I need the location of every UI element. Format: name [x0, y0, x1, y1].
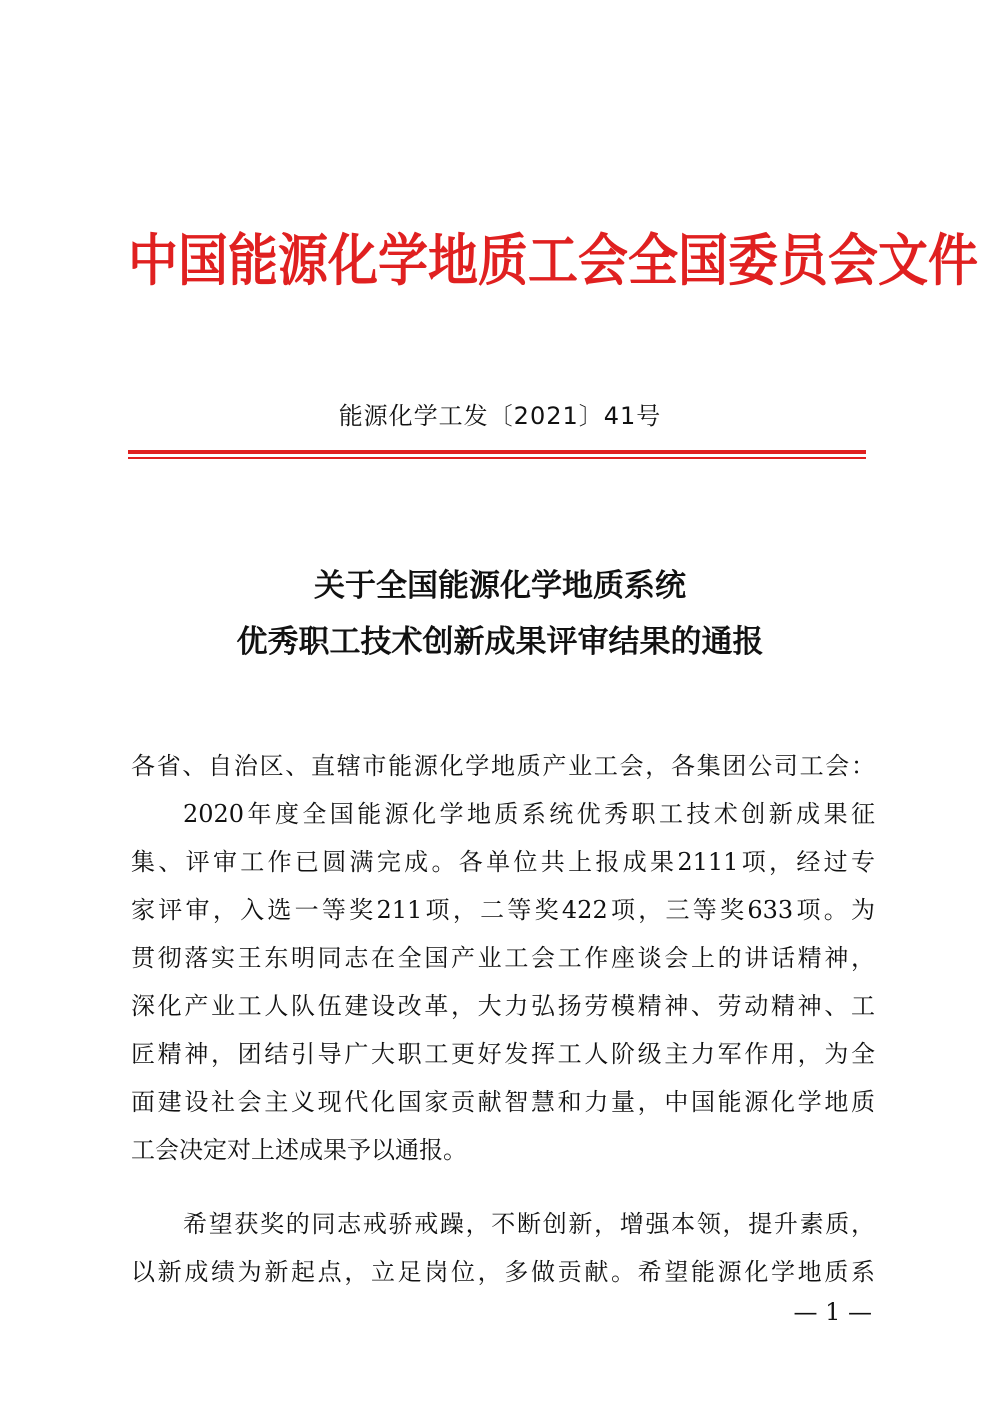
notice-title-line-2: 优秀职工技术创新成果评审结果的通报: [236, 624, 764, 660]
page-number: — 1 —: [793, 1298, 872, 1326]
document-number: 能源化学工发〔2021〕41号: [338, 402, 662, 430]
salutation: 各省、自治区、直辖市能源化学地质产业工会，各集团公司工会：: [131, 752, 875, 780]
masthead-title: 中国能源化学地质工会全国委员会文件: [128, 228, 978, 294]
red-rule-thick: [128, 450, 866, 454]
paragraph-1-line: 家评审，入选一等奖211项，二等奖422项，三等奖633项。为: [131, 896, 875, 924]
paragraph-1-line: 匠精神，团结引导广大职工更好发挥工人阶级主力军作用，为全: [131, 1040, 875, 1068]
paragraph-1-line: 2020年度全国能源化学地质系统优秀职工技术创新成果征: [183, 800, 875, 828]
red-rule-thin: [128, 457, 866, 459]
paragraph-1-line: 深化产业工人队伍建设改革，大力弘扬劳模精神、劳动精神、工: [131, 992, 875, 1020]
paragraph-2-line: 希望获奖的同志戒骄戒躁，不断创新，增强本领，提升素质，: [183, 1210, 875, 1238]
paragraph-1-line: 工会决定对上述成果予以通报。: [131, 1136, 467, 1164]
paragraph-1-line: 集、评审工作已圆满完成。各单位共上报成果2111项，经过专: [131, 848, 875, 876]
notice-title-line-1: 关于全国能源化学地质系统: [314, 568, 686, 604]
paragraph-2-line: 以新成绩为新起点，立足岗位，多做贡献。希望能源化学地质系: [131, 1258, 875, 1286]
paragraph-1-line: 面建设社会主义现代化国家贡献智慧和力量，中国能源化学地质: [131, 1088, 875, 1116]
paragraph-1-line: 贯彻落实王东明同志在全国产业工会工作座谈会上的讲话精神，: [131, 944, 875, 972]
